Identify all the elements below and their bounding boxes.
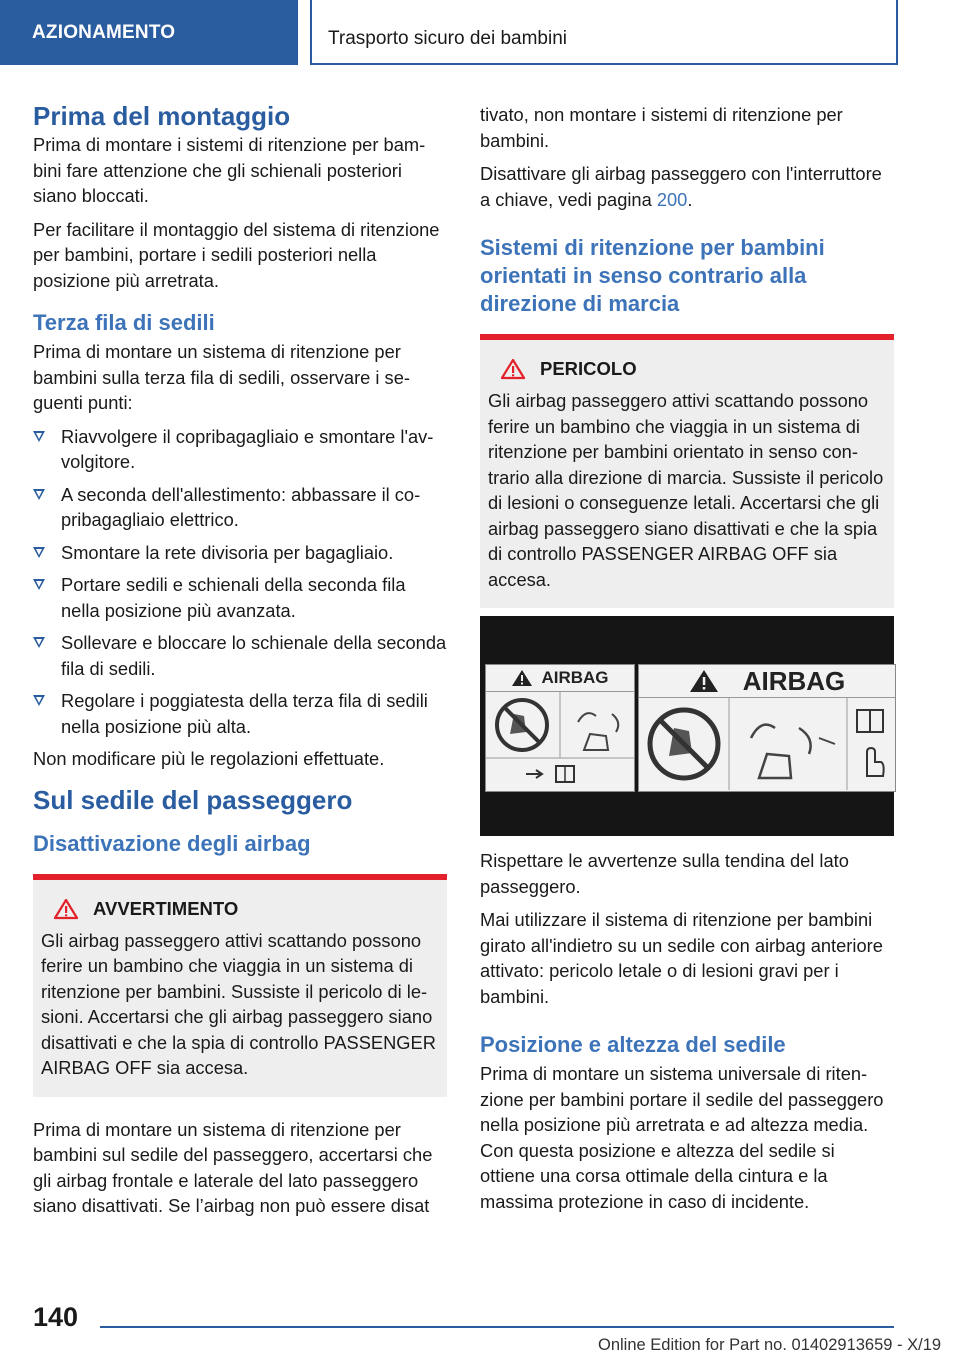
list-item <box>33 630 447 681</box>
triangle-bullet-icon <box>33 637 45 648</box>
triangle-bullet-icon <box>33 695 45 706</box>
list-item <box>33 572 447 623</box>
triangle-bullet-icon <box>33 547 45 558</box>
warning-triangle-icon <box>500 358 526 380</box>
triangle-bullet-icon <box>33 579 45 590</box>
paragraph: Per facilitare il montaggio del sistema di ritenzione per bambini, portare i sedili posteriori nella posizione più arretrata. <box>33 218 440 291</box>
child-seat-prohibited-icon <box>486 692 634 790</box>
danger-text: Gli airbag passeggero attivi scattando possono ferire un bambino che viaggia in un sistema di ritenzione per bambini orientato in senso contrario alla direzione di marcia. Sussiste il pericolo di lesioni o conseguenze letali. Accertarsi che gli airbag passeggero siano disattivati e che la spia di controllo PASSENGER AIRBAG OFF sia accesa. <box>488 390 884 590</box>
paragraph: Non modificare più le regolazioni effettuate. <box>33 748 385 769</box>
warning-box <box>33 874 447 1097</box>
list-item-text: Sollevare e bloccare lo schienale della seconda fila di sedili. <box>61 632 447 679</box>
paragraph: tivato, non montare i sistemi di ritenzione per bambini. <box>480 104 843 151</box>
list-item-text: A seconda dell'allestimento: abbassare il copribagagliaio elettrico. <box>61 483 421 530</box>
page-number: 140 <box>33 1302 79 1332</box>
paragraph-text: . <box>687 188 693 210</box>
right-column <box>480 102 894 1222</box>
footer-edition: Online Edition for Part no. 01402913659 - X/19 <box>598 1336 942 1354</box>
warning-text: Gli airbag passeggero attivi scattando possono ferire un bambino che viaggia in un sistema di ritenzione per bambini. Sussiste il pericolo di lesioni. Accertarsi che gli airbag passeggero siano disattivati e che la spia di controllo PASSENGER AIRBAG OFF sia accesa. <box>41 929 436 1078</box>
danger-title-text: PERICOLO <box>540 358 637 379</box>
airbag-label-small <box>485 664 635 792</box>
triangle-bullet-icon <box>33 489 45 500</box>
paragraph: Prima di montare un sistema di ritenzione per bambini sulla terza fila di sedili, osservare i seguenti punti: <box>33 341 410 413</box>
list-item <box>33 424 447 475</box>
heading-prima-montaggio: Prima del montaggio <box>33 101 291 131</box>
warning-triangle-icon <box>53 898 79 920</box>
page-link[interactable]: 200 <box>656 188 688 210</box>
paragraph: Prima di montare i sistemi di ritenzione per bambini fare attenzione che gli schienali posteriori siano bloccati. <box>33 134 426 206</box>
airbag-label-text: AIRBAG <box>541 668 609 687</box>
airbag-label-large <box>638 664 896 792</box>
section-tab: AZIONAMENTO <box>0 0 298 65</box>
child-seat-prohibited-icon <box>639 698 895 790</box>
list-item-text: Portare sedili e schienali della seconda fila nella posizione più avanzata. <box>61 574 406 621</box>
footer-divider <box>100 1326 894 1328</box>
list-item <box>33 688 447 739</box>
paragraph: Mai utilizzare il sistema di ritenzione per bambini girato all'indietro su un sedile con airbag anteriore attivato: pericolo letale o di lesioni gravi per i bambini. <box>480 909 883 1007</box>
warning-title <box>41 896 439 922</box>
paragraph-text: Disattivare gli airbag passeggero con l'interruttore a chiave, vedi pagina <box>480 163 882 210</box>
danger-title <box>488 356 886 382</box>
heading-terza-fila: Terza fila di sedili <box>33 310 215 335</box>
paragraph: Rispettare le avvertenze sulla tendina del lato passeggero. <box>480 850 849 897</box>
airbag-label-photo <box>480 616 894 836</box>
airbag-label-text: AIRBAG <box>742 665 846 696</box>
left-column <box>33 100 447 1227</box>
list-item <box>33 482 447 533</box>
bullet-list <box>33 424 447 740</box>
heading-disattivazione-airbag: Disattivazione degli airbag <box>33 830 311 856</box>
warning-triangle-icon <box>511 669 533 687</box>
heading-sistemi-ritenzione: Sistemi di ritenzione per bambini orientati in senso contrario alla direzione di marcia <box>480 235 825 316</box>
heading-sedile-passeggero: Sul sedile del passeggero <box>33 784 353 815</box>
list-item-text: Smontare la rete divisoria per bagagliaio. <box>61 541 394 563</box>
list-item-text: Regolare i poggiatesta della terza fila di sedili nella posizione più alta. <box>61 690 428 737</box>
page-header-title: Trasporto sicuro dei bambini <box>310 0 898 65</box>
list-item <box>33 540 447 566</box>
paragraph: Prima di montare un sistema universale di ritenzione per bambini portare il sedile del passeggero nella posizione più arretrata e ad altezza media. Con questa posizione e altezza del sedile si ottiene una corsa ottimale della cintura e la massima protezione in caso di incidente. <box>480 1063 884 1212</box>
paragraph <box>480 161 894 212</box>
heading-posizione-sedile: Posizione e altezza del sedile <box>480 1032 786 1057</box>
warning-title-text: AVVERTIMENTO <box>93 897 239 919</box>
paragraph: Prima di montare un sistema di ritenzione per bambini sul sedile del passeggero, accertarsi che gli airbag frontale e laterale del lato passeggero siano disattivati. Se l’airbag non può essere disat <box>33 1118 433 1216</box>
list-item-text: Riavvolgere il copribagagliaio e smontare l'avvolgitore. <box>61 425 434 472</box>
warning-triangle-icon <box>689 669 719 693</box>
triangle-bullet-icon <box>33 431 45 442</box>
danger-box <box>480 334 894 608</box>
